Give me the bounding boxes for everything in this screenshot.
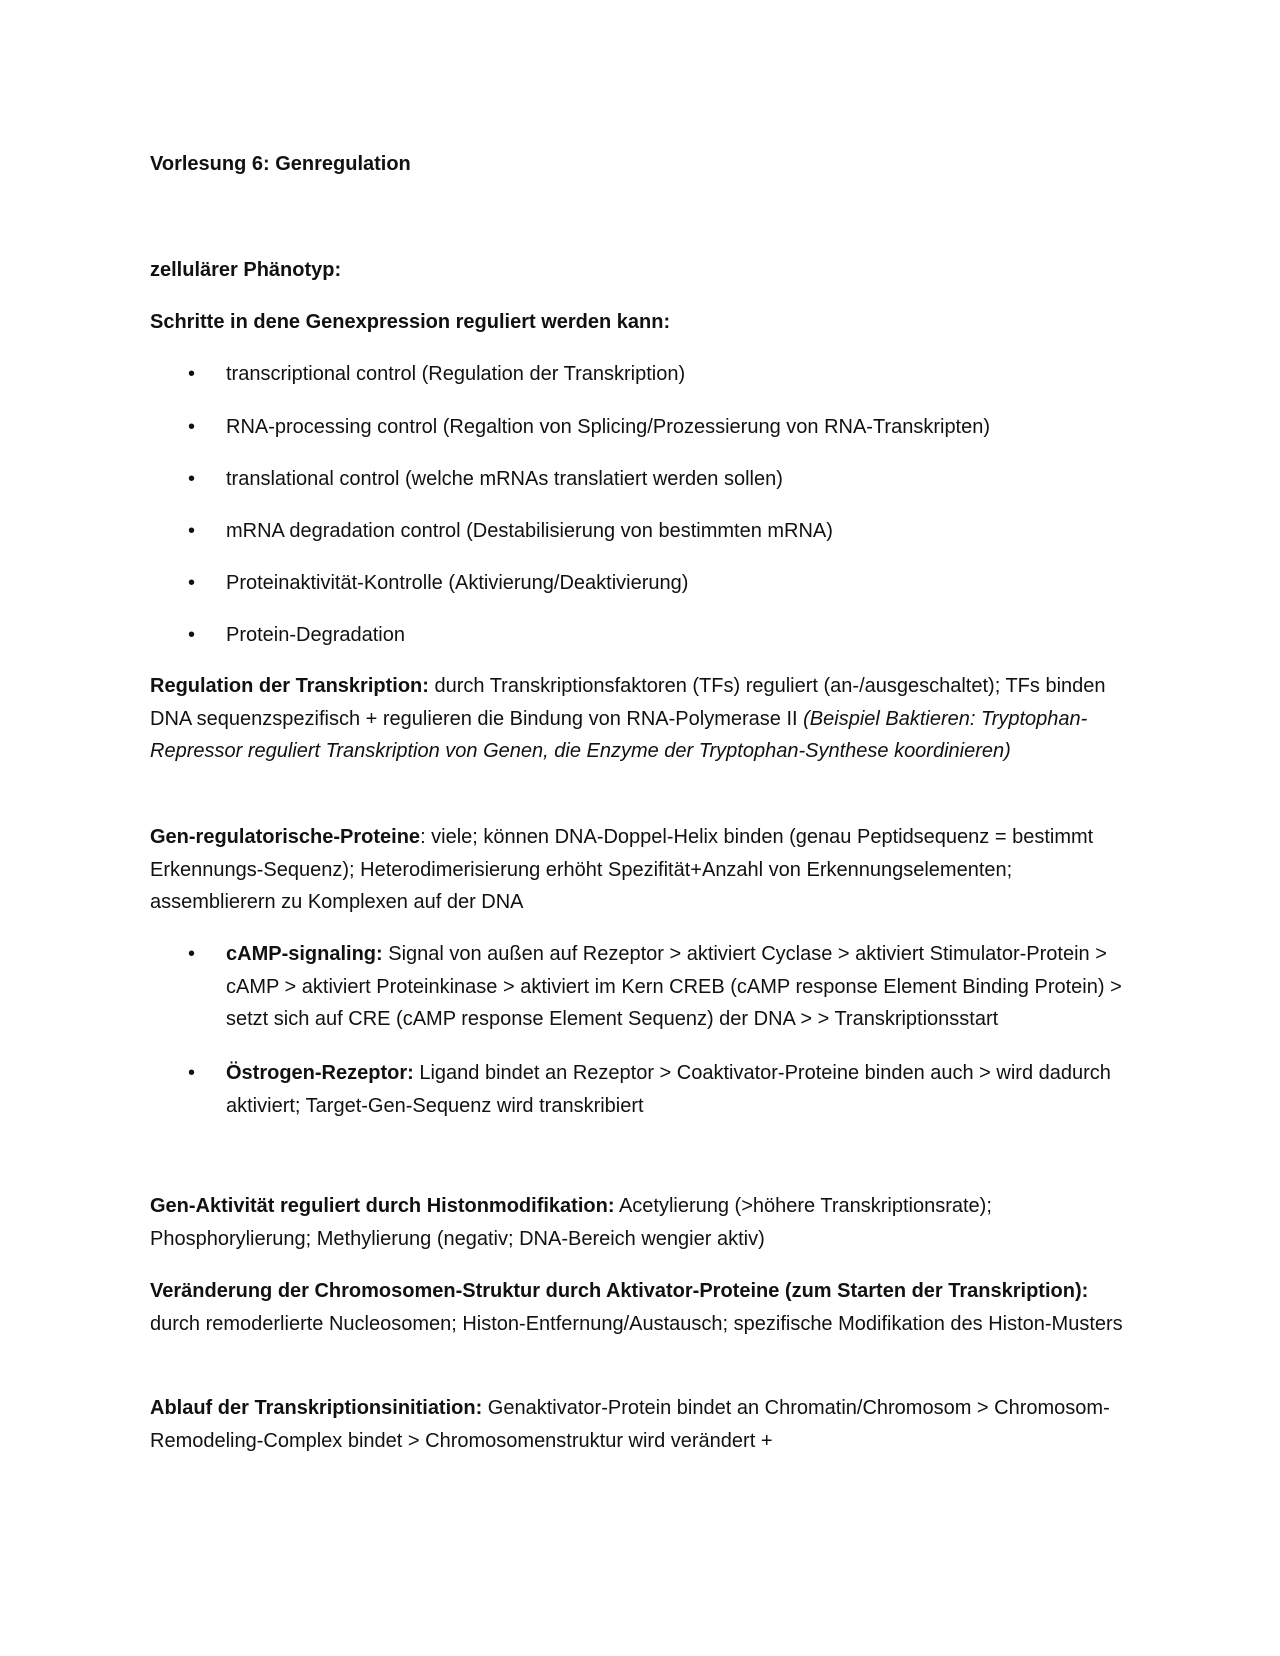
list-item-text: Proteinaktivität-Kontrolle (Aktivierung/Deaktivierung): [226, 572, 689, 594]
gen-regulatory-term: Gen-regulatorische-Proteine: [150, 826, 421, 848]
list-item-text: transcriptional control (Regulation der Transkription): [226, 363, 686, 385]
initiation-term: Ablauf der Transkriptionsinitiation:: [150, 1397, 483, 1419]
camp-term: cAMP-signaling:: [226, 943, 383, 965]
regulation-example: (Beispiel Baktieren: Tryptophan-Repressor reguliert Transkription von Genen, die Enzyme der Tryptophan-Synthese koordinieren): [150, 707, 1088, 762]
camp-text: Signal von außen auf Rezeptor > aktiviert Cyclase > aktiviert Stimulator-Protein > cAMP > aktiviert Proteinkinase > aktiviert im Kern CREB (cAMP response Element Binding Protein) > setzt sich auf CRE (cAMP response Element Sequenz) der DNA > > Transkriptionsstart: [226, 943, 1122, 1030]
list-item-text: [226, 938, 1126, 1036]
list-item-text: [226, 1057, 1126, 1122]
regulation-paragraph: [150, 670, 1140, 768]
list-item-text: translational control (welche mRNAs translatiert werden sollen): [226, 468, 783, 490]
bullet-icon: •: [188, 943, 196, 965]
bullet-icon: •: [188, 624, 196, 646]
bullet-icon: •: [188, 468, 196, 490]
bullet-icon: •: [188, 520, 196, 542]
bullet-icon: •: [188, 416, 196, 438]
page-title: Vorlesung 6: Genregulation: [150, 153, 411, 175]
estrogen-text: Ligand bindet an Rezeptor > Coaktivator-Proteine binden auch > wird dadurch aktiviert; Target-Gen-Sequenz wird transkribiert: [226, 1062, 1111, 1117]
regulation-text: durch Transkriptionsfaktoren (TFs) reguliert (an-/ausgeschaltet); TFs binden DNA sequenzspezifisch + regulieren die Bindung von RNA-Polymerase II: [150, 675, 1106, 730]
list-item-text: RNA-processing control (Regaltion von Splicing/Prozessierung von RNA-Transkripten): [226, 416, 991, 438]
gen-regulatory-text: : viele; können DNA-Doppel-Helix binden (genau Peptidsequenz = bestimmt Erkennungs-Sequenz); Heterodimerisierung erhöht Spezifität+Anzahl von Erkennungselementen; assemblierern zu Komplexen auf der DNA: [150, 826, 1094, 913]
histone-paragraph: [150, 1190, 1140, 1255]
initiation-text: Genaktivator-Protein bindet an Chromatin/Chromosom > Chromosom-Remodeling-Complex bindet > Chromosomenstruktur wird verändert +: [150, 1397, 1110, 1452]
bullet-icon: •: [188, 1062, 196, 1084]
initiation-paragraph: [150, 1392, 1140, 1457]
histone-term: Gen-Aktivität reguliert durch Histonmodifikation:: [150, 1195, 615, 1217]
phenotype-heading: zellulärer Phänotyp:: [150, 259, 342, 281]
chromosome-paragraph: [150, 1275, 1140, 1340]
estrogen-term: Östrogen-Rezeptor:: [226, 1062, 414, 1084]
regulation-term: Regulation der Transkription:: [150, 675, 429, 697]
chromosome-term: Veränderung der Chromosomen-Struktur durch Aktivator-Proteine (zum Starten der Transkription):: [150, 1280, 1089, 1302]
chromosome-text: durch remoderlierte Nucleosomen; Histon-Entfernung/Austausch; spezifische Modifikation des Histon-Musters: [150, 1312, 1123, 1335]
steps-heading: Schritte in dene Genexpression reguliert werden kann:: [150, 311, 671, 333]
gen-regulatory-paragraph: [150, 821, 1140, 919]
bullet-icon: •: [188, 572, 196, 594]
list-item-text: Protein-Degradation: [226, 624, 405, 646]
list-item-text: mRNA degradation control (Destabilisierung von bestimmten mRNA): [226, 520, 833, 542]
histone-text: Acetylierung (>höhere Transkriptionsrate); Phosphorylierung; Methylierung (negativ; DNA-Bereich wengier aktiv): [150, 1195, 992, 1250]
bullet-icon: •: [188, 363, 196, 385]
